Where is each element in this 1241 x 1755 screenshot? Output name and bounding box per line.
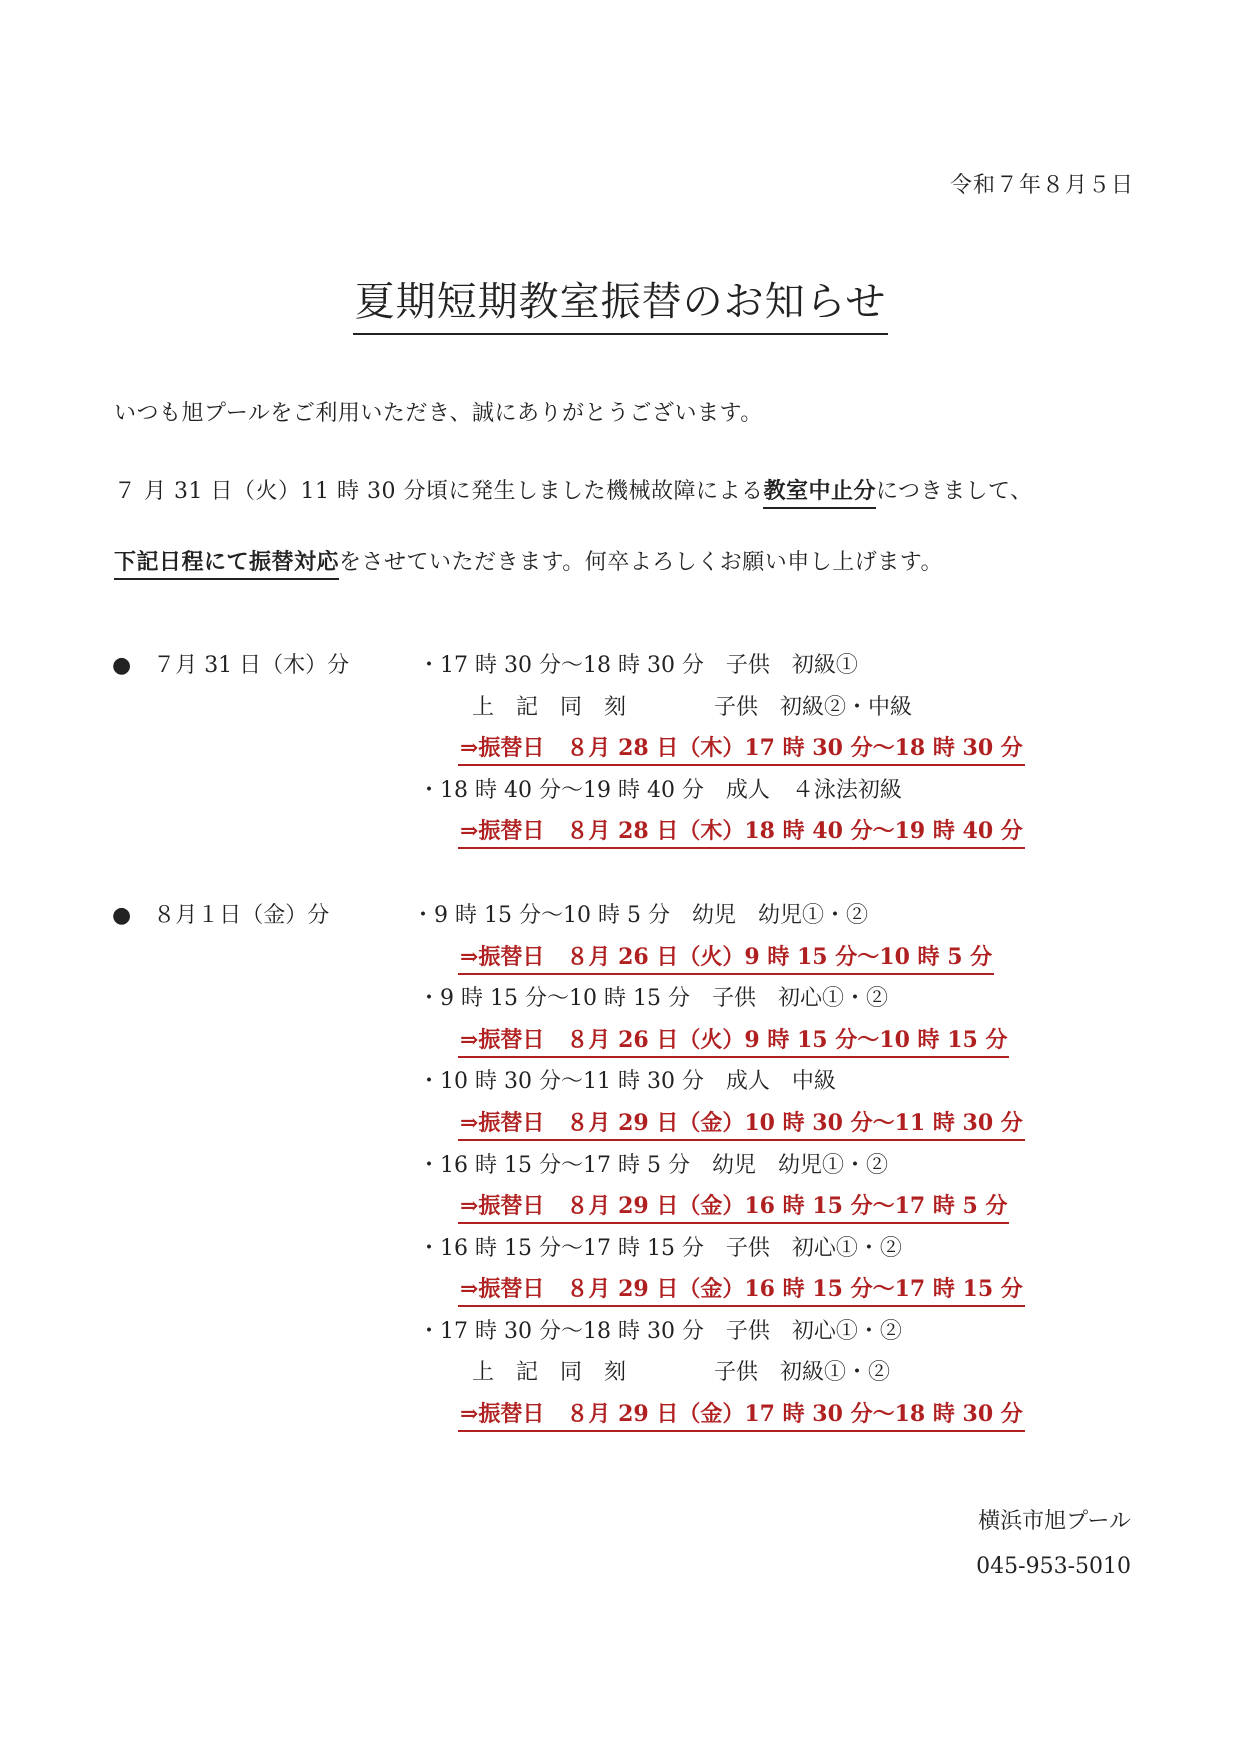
makeup-row (458, 1189, 1009, 1220)
class-row: 上 記 同 刻 子供 初級②・中級 (472, 695, 913, 720)
makeup-date-text: ⇒振替日 ８月 28 日（木）17 時 30 分～18 時 30 分 (458, 735, 1025, 766)
cancelled-classes-emphasis: 教室中止分 (763, 478, 876, 509)
incident-paragraph (114, 474, 1033, 505)
makeup-row (458, 731, 1025, 762)
makeup-schedule-emphasis: 下記日程にて振替対応 (114, 549, 339, 580)
class-row: ・16 時 15 分～17 時 5 分 幼児 幼児①・② (418, 1153, 888, 1178)
title-text: 夏期短期教室振替のお知らせ (353, 270, 889, 335)
makeup-date-text: ⇒振替日 ８月 29 日（金）16 時 15 分～17 時 15 分 (458, 1276, 1025, 1307)
makeup-date-text: ⇒振替日 ８月 26 日（火）9 時 15 分～10 時 5 分 (458, 944, 994, 975)
makeup-text: をさせていただきます。何卒よろしくお願い申し上げます。 (339, 550, 943, 575)
class-row: 上 記 同 刻 子供 初級①・② (472, 1360, 891, 1385)
makeup-row (458, 1272, 1025, 1303)
organization-name: 横浜市旭プール (978, 1509, 1131, 1534)
makeup-date-text: ⇒振替日 ８月 29 日（金）10 時 30 分～11 時 30 分 (458, 1110, 1025, 1141)
greeting-paragraph: いつも旭プールをご利用いただき、誠にありがとうございます。 (114, 401, 763, 426)
makeup-date-text: ⇒振替日 ８月 26 日（火）9 時 15 分～10 時 15 分 (458, 1027, 1009, 1058)
class-row: ・9 時 15 分～10 時 5 分 幼児 幼児①・② (412, 903, 868, 928)
makeup-date-text: ⇒振替日 ８月 29 日（金）17 時 30 分～18 時 30 分 (458, 1401, 1025, 1432)
incident-text: ７ 月 31 日（火）11 時 30 分頃に発生しました機械故障による (114, 479, 764, 504)
makeup-row (458, 940, 994, 971)
page-title (0, 270, 1241, 335)
makeup-row (458, 1106, 1025, 1137)
makeup-row (458, 814, 1025, 845)
makeup-paragraph (114, 545, 943, 576)
makeup-date-text: ⇒振替日 ８月 28 日（木）18 時 40 分～19 時 40 分 (458, 818, 1025, 849)
class-row: ・17 時 30 分～18 時 30 分 子供 初級① (418, 653, 858, 678)
incident-suffix: につきまして、 (875, 479, 1033, 504)
class-row: ・9 時 15 分～10 時 15 分 子供 初心①・② (418, 986, 888, 1011)
class-row: ・17 時 30 分～18 時 30 分 子供 初心①・② (418, 1319, 902, 1344)
issue-date: 令和７年８月５日 (949, 173, 1134, 198)
makeup-date-text: ⇒振替日 ８月 29 日（金）16 時 15 分～17 時 5 分 (458, 1193, 1009, 1224)
section-label-jul31: ● ７月 31 日（木）分 (112, 653, 350, 678)
section-label-aug1: ● ８月１日（金）分 (112, 903, 330, 928)
class-row: ・16 時 15 分～17 時 15 分 子供 初心①・② (418, 1236, 902, 1261)
makeup-row (458, 1397, 1025, 1428)
organization-phone: 045-953-5010 (976, 1554, 1131, 1579)
class-row: ・18 時 40 分～19 時 40 分 成人 ４泳法初級 (418, 778, 902, 803)
class-row: ・10 時 30 分～11 時 30 分 成人 中級 (418, 1069, 836, 1094)
makeup-row (458, 1023, 1009, 1054)
